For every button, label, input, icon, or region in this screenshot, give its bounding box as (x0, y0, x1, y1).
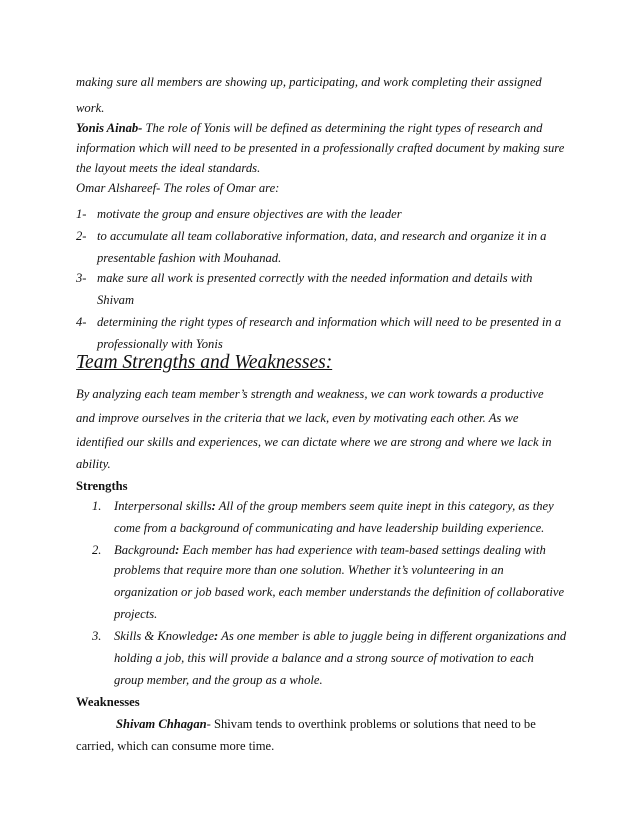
omar-item-1-num: 1- (76, 207, 87, 221)
omar-item-4-line-2: professionally with Yonis (97, 337, 223, 351)
intro-line-2: work. (76, 101, 105, 115)
weaknesses-heading: Weaknesses (76, 695, 140, 709)
strength-2-num: 2. (92, 543, 102, 557)
yonis-line-2: information which will need to be presented in a professionally crafted document by making sure (76, 141, 565, 155)
strength-2-line-2: problems that require more than one solution. Whether it’s volunteering in an (114, 563, 504, 577)
omar-item-3-num: 3- (76, 271, 87, 285)
section-para-line-1: By analyzing each team member’s strength and weakness, we can work towards a productive (76, 387, 544, 401)
strength-2-line-1: Background: Each member has had experience with team-based settings dealing with (114, 543, 546, 557)
section-para-line-3: identified our skills and experiences, we can dictate where we are strong and where we lack in (76, 435, 552, 449)
omar-item-1-line-1: motivate the group and ensure objectives are with the leader (97, 207, 402, 221)
yonis-line-1-text: The role of Yonis will be defined as determining the right types of research and (142, 121, 543, 135)
omar-item-3-line-2: Shivam (97, 293, 135, 307)
weakness-shivam-name: Shivam Chhagan (116, 717, 207, 731)
section-para-line-4: ability. (76, 457, 111, 471)
omar-item-4-line-1: determining the right types of research and information which will need to be presented in a (97, 315, 562, 329)
omar-item-2-line-1: to accumulate all team collaborative information, data, and research and organize it in a (97, 229, 547, 243)
intro-line-1: making sure all members are showing up, participating, and work completing their assigned (76, 75, 542, 89)
weakness-shivam-line-1: Shivam Chhagan- Shivam tends to overthink problems or solutions that need to be (116, 717, 536, 731)
strength-1-line-2: come from a background of communicating and have leadership building experience. (114, 521, 545, 535)
omar-intro: Omar Alshareef- The roles of Omar are: (76, 181, 280, 195)
strength-3-label: Skills & Knowledge (114, 629, 215, 643)
omar-item-2-num: 2- (76, 229, 87, 243)
strength-1-label: Interpersonal skills (114, 499, 212, 513)
section-heading: Team Strengths and Weaknesses: (76, 352, 333, 373)
strength-2-label: Background (114, 543, 176, 557)
weakness-shivam-line-2: carried, which can consume more time. (76, 739, 275, 753)
strength-3-num: 3. (92, 629, 102, 643)
omar-item-3-line-1: make sure all work is presented correctly with the needed information and details with (97, 271, 533, 285)
strength-2-line-3: organization or job based work, each member understands the definition of collaborative (114, 585, 565, 599)
strength-3-line-1: Skills & Knowledge: As one member is able to juggle being in different organizations and (114, 629, 567, 643)
section-para-line-2: and improve ourselves in the criteria that we lack, even by motivating each other. As we (76, 411, 519, 425)
strengths-heading: Strengths (76, 479, 128, 493)
omar-item-4-num: 4- (76, 315, 87, 329)
strength-1-line-1: Interpersonal skills: All of the group members seem quite inept in this category, as they (114, 499, 554, 513)
omar-item-2-line-2: presentable fashion with Mouhanad. (97, 251, 282, 265)
strength-3-line-3: group member, and the group as a whole. (114, 673, 323, 687)
strength-1-num: 1. (92, 499, 102, 513)
yonis-line-1 (76, 120, 542, 136)
yonis-name: Yonis Ainab- (76, 121, 143, 135)
strength-3-line-2: holding a job, this will provide a balance and a strong source of motivation to each (114, 651, 534, 665)
strength-2-line-4: projects. (114, 607, 158, 621)
yonis-line-3: the layout meets the ideal standards. (76, 161, 261, 175)
